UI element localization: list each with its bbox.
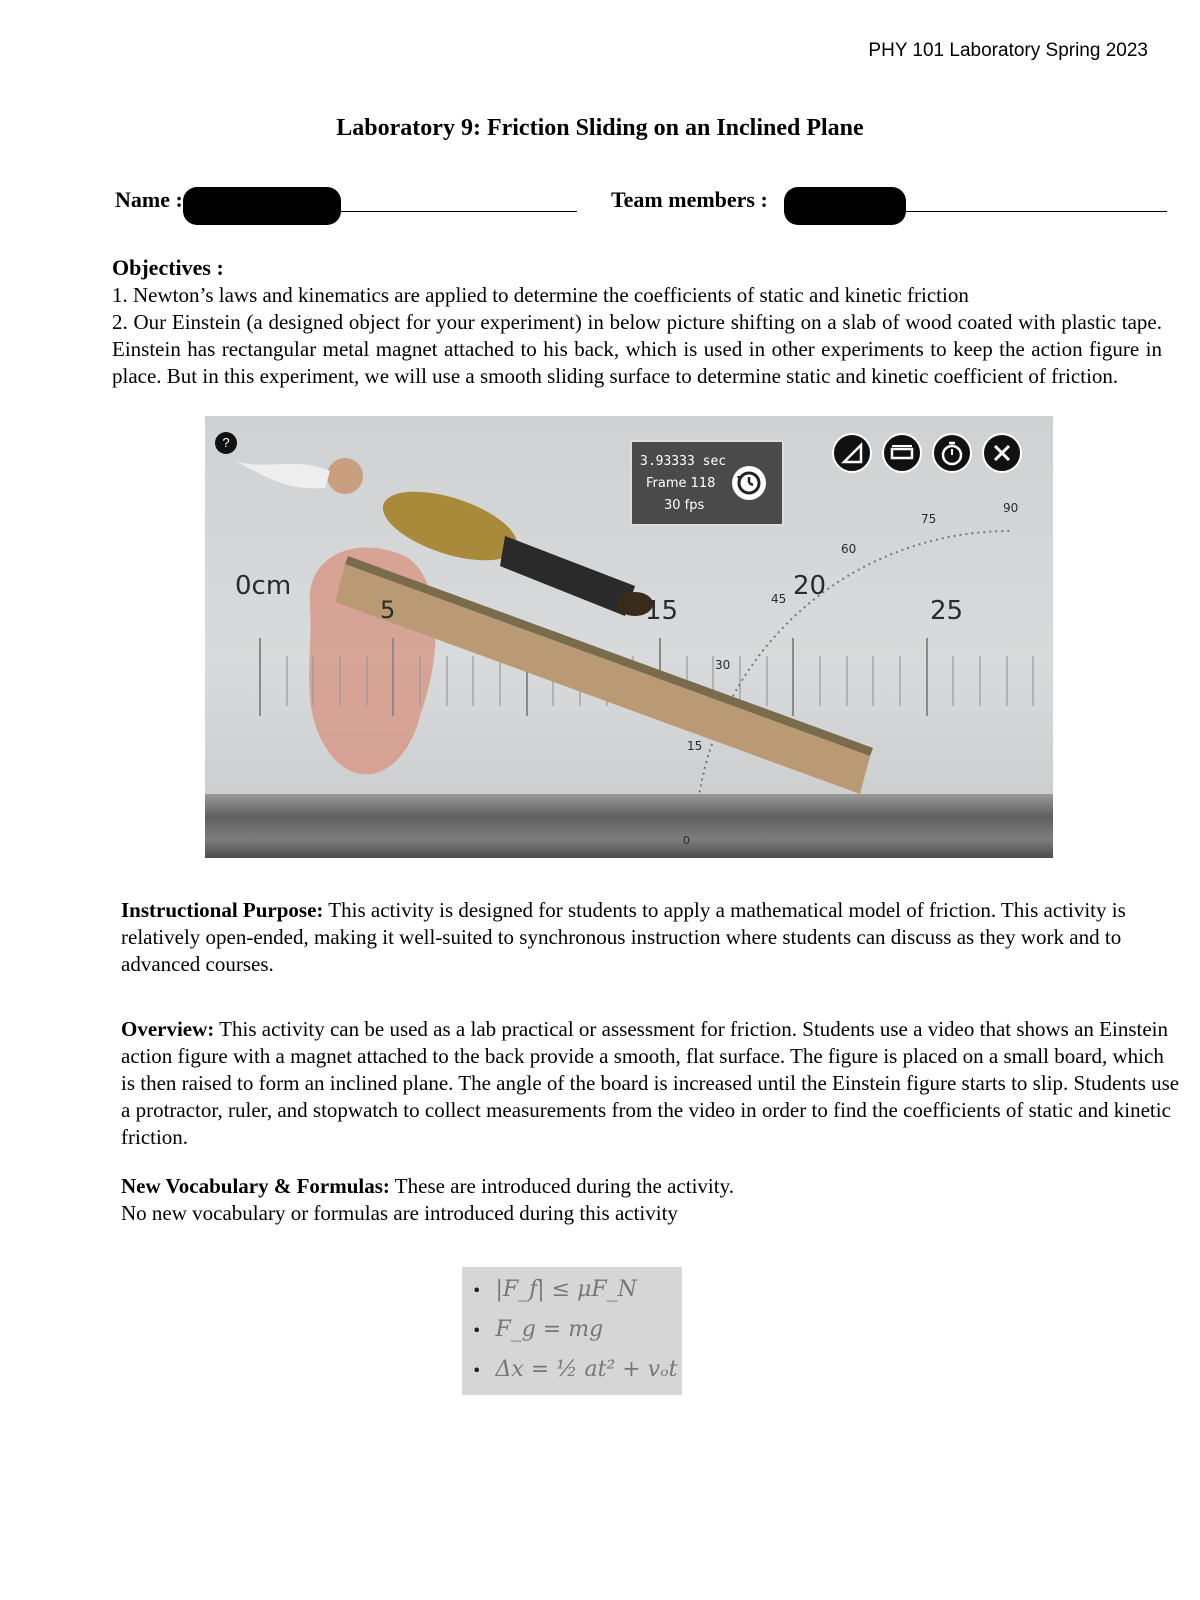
video-frame: Frame 118 [646, 476, 716, 491]
history-icon [732, 466, 766, 500]
ruler-icon [884, 435, 920, 471]
formula-gravity: • F_g = mg [472, 1317, 604, 1342]
objective-1: 1. Newton’s laws and kinematics are applied to determine the coefficients of static and kinetic friction [112, 283, 969, 307]
course-header: PHY 101 Laboratory Spring 2023 [868, 40, 1148, 61]
protractor-icon [834, 435, 870, 471]
video-time: 3.93333 sec [640, 454, 727, 469]
protractor-label-15: 15 [687, 739, 703, 753]
timestamp-overlay [630, 440, 784, 526]
ruler-tool-button[interactable] [882, 433, 922, 473]
instructional-purpose [121, 897, 1181, 978]
instructional-purpose-text: This activity is designed for students to apply a mathematical model of friction. This activity is relatively open-ended, making it well-suited to synchronous instruction where students can discuss as they work and to advanced courses. [121, 898, 1126, 976]
protractor-label-30: 30 [715, 658, 731, 672]
experiment-scene [205, 416, 1053, 858]
overview [121, 1016, 1181, 1151]
objectives-heading: Objectives : [112, 255, 224, 280]
name-field[interactable] [183, 211, 577, 212]
stopwatch-icon [934, 435, 970, 471]
protractor-label-0: 0 [683, 834, 690, 847]
team-members-field[interactable] [784, 211, 1167, 212]
ruler-label-15: 15 [645, 596, 679, 626]
name-label: Name : [115, 187, 183, 212]
formula-kinematics: • Δx = ½ at² + vₒt [472, 1357, 678, 1382]
formula-box [462, 1267, 682, 1395]
track-rail [205, 794, 1053, 858]
protractor-label-90: 90 [1003, 501, 1019, 515]
team-members-label: Team members : [611, 187, 768, 212]
vocabulary-note: No new vocabulary or formulas are introduced during this activity [121, 1201, 678, 1225]
vocabulary-text: These are introduced during the activity. [389, 1174, 734, 1198]
tools-button[interactable] [982, 433, 1022, 473]
team-members-redaction [784, 187, 906, 225]
tools-icon [984, 435, 1020, 471]
instructional-purpose-label: Instructional Purpose: [121, 898, 324, 922]
protractor-label-75: 75 [921, 512, 937, 526]
overview-label: Overview: [121, 1017, 215, 1041]
stopwatch-tool-button[interactable] [932, 433, 972, 473]
history-button[interactable] [732, 466, 766, 500]
vocabulary [121, 1173, 1181, 1200]
objective-2: 2. Our Einstein (a designed object for your experiment) in below picture shifting on a slab of wood coated with plastic tape. Einstein has rectangular metal magnet attached to his back, which is used in other experiments to keep the action figure in place. But in this experiment, we will use a smooth sliding surface to determine static and kinetic coefficient of friction. [112, 310, 1162, 388]
ruler-label-25: 25 [930, 596, 964, 626]
help-button[interactable]: ? [215, 432, 237, 454]
name-redaction [183, 187, 341, 225]
protractor-tool-button[interactable] [832, 433, 872, 473]
experiment-video-frame [205, 416, 1053, 858]
protractor-label-60: 60 [841, 542, 857, 556]
video-fps: 30 fps [664, 498, 705, 513]
vocabulary-label: New Vocabulary & Formulas: [121, 1174, 390, 1198]
page-title: Laboratory 9: Friction Sliding on an Inclined Plane [336, 115, 864, 141]
ruler-label-5: 5 [380, 596, 396, 624]
formula-friction: • |F_f| ≤ μF_N [472, 1277, 637, 1302]
protractor-label-45: 45 [771, 592, 787, 606]
ruler-label-0cm: 0cm [235, 571, 292, 601]
overview-text: This activity can be used as a lab practical or assessment for friction. Students use a video that shows an Einstein action figure with a magnet attached to the back provide a smooth, flat surface. The figure is placed on a small board, which is then raised to form an inclined plane. The angle of the board is increased until the Einstein figure starts to slip. Students use a protractor, ruler, and stopwatch to collect measurements from the video in order to find the coefficients of static and kinetic friction. [121, 1017, 1180, 1149]
ruler-label-20: 20 [793, 571, 827, 601]
